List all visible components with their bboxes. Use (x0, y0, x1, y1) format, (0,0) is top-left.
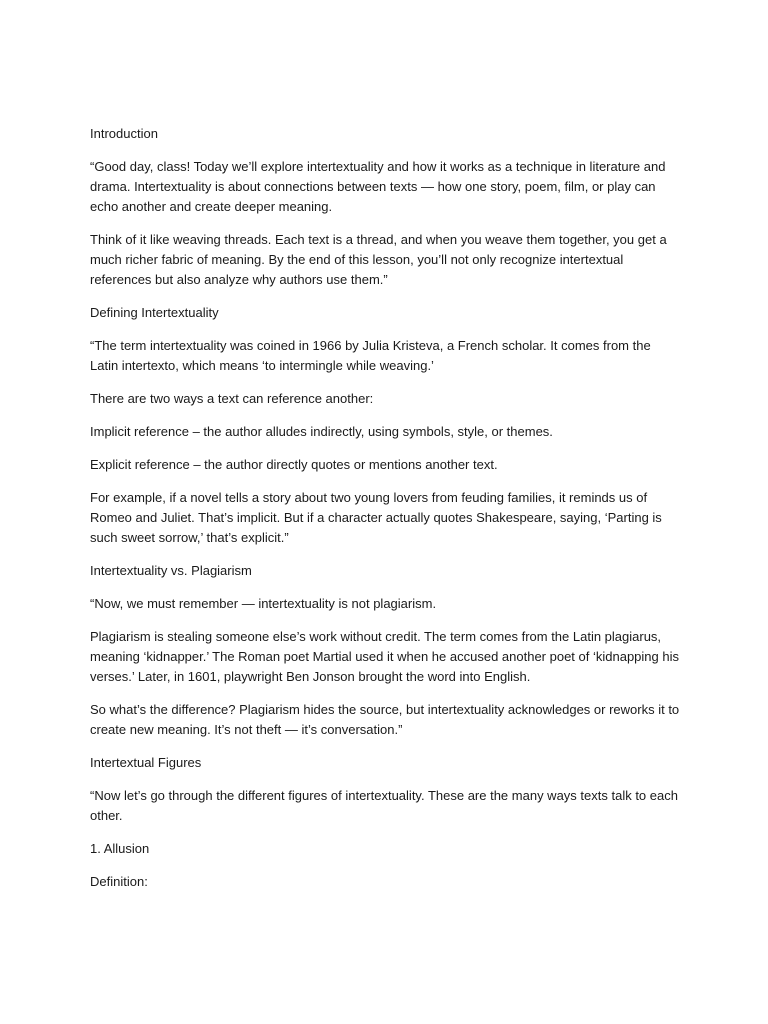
document-page (90, 124, 682, 905)
paragraph-implicit-reference: Implicit reference – the author alludes indirectly, using symbols, style, or themes. (90, 424, 553, 439)
label-definition: Definition: (90, 874, 148, 889)
section-heading-plagiarism: Intertextuality vs. Plagiarism (90, 563, 252, 578)
paragraph-term-origin: “The term intertextuality was coined in 1966 by Julia Kristeva, a French scholar. It comes from the Latin intertexto, which means ‘to intermingle while weaving.’ (90, 338, 651, 373)
section-heading-intertextual-figures: Intertextual Figures (90, 755, 202, 770)
paragraph-weaving-threads: Think of it like weaving threads. Each text is a thread, and when you weave them together, you get a much richer fabric of meaning. By the end of this lesson, you’ll not only recognize intertextual references but also analyze why authors use them.” (90, 232, 667, 287)
paragraph-difference: So what’s the difference? Plagiarism hides the source, but intertextuality acknowledges or reworks it to create new meaning. It’s not theft — it’s conversation.” (90, 702, 680, 737)
paragraph-two-ways: There are two ways a text can reference another: (90, 391, 374, 406)
paragraph-explicit-reference: Explicit reference – the author directly quotes or mentions another text. (90, 457, 498, 472)
paragraph-plagiarism-definition: Plagiarism is stealing someone else’s work without credit. The term comes from the Latin plagiarus, meaning ‘kidnapper.’ The Roman poet Martial used it when he accused another poet of ‘kidnapping his verses.’ Later, in 1601, playwright Ben Jonson brought the word into English. (90, 629, 679, 684)
paragraph-not-plagiarism: “Now, we must remember — intertextuality is not plagiarism. (90, 596, 437, 611)
paragraph-intro-greeting: “Good day, class! Today we’ll explore intertextuality and how it works as a technique in literature and drama. Intertextuality is about connections between texts — how one story, poem, film, or play can echo another and create deeper meaning. (90, 159, 666, 214)
subheading-allusion: 1. Allusion (90, 841, 150, 856)
section-heading-introduction: Introduction (90, 126, 158, 141)
paragraph-example: For example, if a novel tells a story about two young lovers from feuding families, it reminds us of Romeo and Juliet. That’s implicit. But if a character actually quotes Shakespeare, saying, ‘Parting is such sweet sorrow,’ that’s explicit.” (90, 490, 662, 545)
paragraph-figures-intro: “Now let’s go through the different figures of intertextuality. These are the many ways texts talk to each other. (90, 788, 678, 823)
section-heading-defining-intertextuality: Defining Intertextuality (90, 305, 219, 320)
